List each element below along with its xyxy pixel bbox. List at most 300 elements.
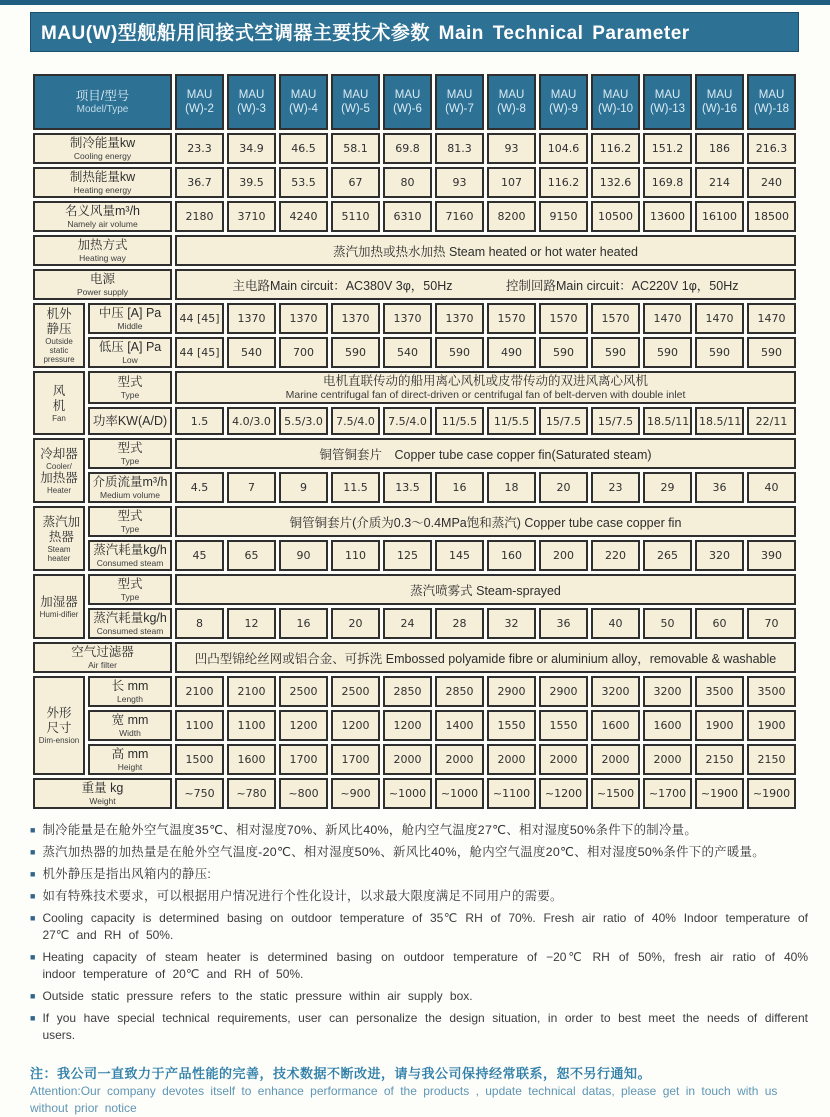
heating-value-cell: 169.8 xyxy=(643,167,692,198)
row-label-zh: 电源 xyxy=(90,272,116,286)
group-label-en: Dim-ension xyxy=(38,736,80,745)
pressure-low-value-cell: 590 xyxy=(643,337,692,368)
row-label-steamheater-type xyxy=(88,506,172,537)
medium-volume-value-cell: 36 xyxy=(695,472,744,503)
row-label-en: Width xyxy=(119,728,141,738)
model-header-cell: MAU (W)-8 xyxy=(487,74,536,130)
cooling-value-cell: 151.2 xyxy=(643,133,692,164)
group-label-zh: 加湿器 xyxy=(40,594,78,609)
humidifier-consumed-value-cell: 40 xyxy=(591,608,640,639)
width-value-cell: 1200 xyxy=(331,710,380,741)
table-row-heating xyxy=(33,167,796,198)
row-label-en: Length xyxy=(117,694,143,704)
row-label-en: Heating way xyxy=(79,253,126,263)
table-row-length xyxy=(33,676,796,707)
footnote-zh xyxy=(30,844,808,861)
corner-label-en: Model/Type xyxy=(76,104,129,115)
weight-value-cell: ~1000 xyxy=(383,778,432,809)
width-value-cell: 1200 xyxy=(279,710,328,741)
pressure-low-value-cell: 590 xyxy=(331,337,380,368)
model-header-cell: MAU (W)-13 xyxy=(643,74,692,130)
width-value-cell: 1600 xyxy=(643,710,692,741)
heating-value-cell: 214 xyxy=(695,167,744,198)
row-label-cooling xyxy=(33,133,172,164)
steamheater-consumed-value-cell: 160 xyxy=(487,540,536,571)
row-label-height xyxy=(88,744,172,775)
square-bullet-icon: ■ xyxy=(30,869,36,879)
technical-parameter-table xyxy=(30,71,799,812)
heating-value-cell: 93 xyxy=(435,167,484,198)
table-row-fan-type xyxy=(33,371,796,404)
heating-value-cell: 116.2 xyxy=(539,167,588,198)
cooling-value-cell: 81.3 xyxy=(435,133,484,164)
group-label-zh: 冷却器 xyxy=(40,446,78,461)
table-row-fan-power xyxy=(33,407,796,435)
steamheater-consumed-value-cell: 110 xyxy=(331,540,380,571)
table-row-steamheater-type xyxy=(33,506,796,537)
width-value-cell: 1900 xyxy=(747,710,796,741)
model-header-cell: MAU (W)-6 xyxy=(383,74,432,130)
fan-power-value-cell: 15/7.5 xyxy=(591,407,640,435)
table-row-heating-way xyxy=(33,235,796,266)
steamheater-consumed-value-cell: 320 xyxy=(695,540,744,571)
air-volume-value-cell: 3710 xyxy=(227,201,276,232)
footnote-text: Heating capacity of steam heater is determined basing on outdoor temperature of −20℃ RH of 50%, fresh air ratio of 40% indoor temperature of 20℃ and RH of 50%. xyxy=(42,950,808,981)
row-label-en: Type xyxy=(120,390,140,400)
square-bullet-icon: ■ xyxy=(30,1013,36,1023)
medium-volume-value-cell: 7 xyxy=(227,472,276,503)
table-row-cooling xyxy=(33,133,796,164)
cooling-value-cell: 34.9 xyxy=(227,133,276,164)
row-label-zh: 加热方式 xyxy=(77,238,128,252)
pressure-middle-value-cell: 1470 xyxy=(643,303,692,334)
row-label-air-volume xyxy=(33,201,172,232)
row-label-zh: 重量 kg xyxy=(81,781,124,795)
width-value-cell: 1600 xyxy=(591,710,640,741)
pressure-middle-value-cell: 1370 xyxy=(279,303,328,334)
steamheater-consumed-value-cell: 390 xyxy=(747,540,796,571)
fan-type-value xyxy=(175,371,796,404)
humidifier-type-value: 蒸汽喷雾式 Steam-sprayed xyxy=(175,574,796,605)
footnote-text: 机外静压是指出风箱内的静压: xyxy=(42,867,212,881)
row-label-en: Height xyxy=(117,762,143,772)
row-label-en: Weight xyxy=(89,796,116,806)
row-label-heating-way xyxy=(33,235,172,266)
row-label-zh: 型式 xyxy=(117,375,143,389)
medium-volume-value-cell: 9 xyxy=(279,472,328,503)
model-header-cell: MAU (W)-3 xyxy=(227,74,276,130)
row-label-air-filter xyxy=(33,642,172,673)
table-row-pressure-middle xyxy=(33,303,796,334)
row-label-zh: 蒸汽耗量kg/h xyxy=(93,543,167,557)
pressure-low-value-cell: 540 xyxy=(227,337,276,368)
row-label-zh: 空气过滤器 xyxy=(71,645,134,659)
width-value-cell: 1100 xyxy=(175,710,224,741)
power-supply-value xyxy=(175,269,796,300)
fan-power-value-cell: 4.0/3.0 xyxy=(227,407,276,435)
square-bullet-icon: ■ xyxy=(30,952,36,962)
length-value-cell: 3200 xyxy=(591,676,640,707)
footnote-zh xyxy=(30,866,808,883)
fan-type-zh: 电机直联传动的船用离心风机或皮带传动的双进风离心风机 xyxy=(323,374,649,388)
humidifier-consumed-value-cell: 60 xyxy=(695,608,744,639)
length-value-cell: 3500 xyxy=(747,676,796,707)
pressure-low-value-cell: 590 xyxy=(695,337,744,368)
air-volume-value-cell: 9150 xyxy=(539,201,588,232)
heating-value-cell: 36.7 xyxy=(175,167,224,198)
weight-value-cell: ~900 xyxy=(331,778,380,809)
heating-value-cell: 132.6 xyxy=(591,167,640,198)
length-value-cell: 2500 xyxy=(279,676,328,707)
heating-value-cell: 80 xyxy=(383,167,432,198)
pressure-low-value-cell: 590 xyxy=(591,337,640,368)
row-label-steamheater-consumed xyxy=(88,540,172,571)
pressure-middle-value-cell: 1370 xyxy=(331,303,380,334)
model-header-cell: MAU (W)-5 xyxy=(331,74,380,130)
heating-value-cell: 39.5 xyxy=(227,167,276,198)
group-label-zh: 外形尺寸 xyxy=(46,706,72,735)
row-label-zh: 型式 xyxy=(117,509,143,523)
row-label-weight xyxy=(33,778,172,809)
footnote-en xyxy=(30,910,808,944)
row-label-en: Air filter xyxy=(88,660,117,670)
steamheater-consumed-value-cell: 200 xyxy=(539,540,588,571)
footnote-text: 制冷能量是在舱外空气温度35℃、相对湿度70%、新风比40%，舱内空气温度27℃、相对湿度50%条件下的制冷量。 xyxy=(42,823,698,837)
group-label-static-pressure xyxy=(33,303,85,368)
attention-note xyxy=(30,1064,800,1117)
row-label-en: Namely air volume xyxy=(67,219,138,229)
medium-volume-value-cell: 40 xyxy=(747,472,796,503)
row-label-zh: 高 mm xyxy=(111,747,149,761)
medium-volume-value-cell: 20 xyxy=(539,472,588,503)
pressure-middle-value-cell: 44 [45] xyxy=(175,303,224,334)
length-value-cell: 2900 xyxy=(539,676,588,707)
row-label-zh: 功率KW(A/D) xyxy=(92,413,168,428)
weight-value-cell: ~750 xyxy=(175,778,224,809)
length-value-cell: 2500 xyxy=(331,676,380,707)
width-value-cell: 1550 xyxy=(539,710,588,741)
air-volume-value-cell: 4240 xyxy=(279,201,328,232)
weight-value-cell: ~1700 xyxy=(643,778,692,809)
cooling-value-cell: 186 xyxy=(695,133,744,164)
humidifier-consumed-value-cell: 20 xyxy=(331,608,380,639)
air-filter-value: 凹凸型锦纶丝网或铝合金、可拆洗 Embossed polyamide fibre or aluminium alloy，removable & washable xyxy=(175,642,796,673)
row-label-cooler-type xyxy=(88,438,172,469)
row-label-zh: 制热能量kw xyxy=(69,170,136,184)
humidifier-consumed-value-cell: 8 xyxy=(175,608,224,639)
heating-value-cell: 53.5 xyxy=(279,167,328,198)
humidifier-consumed-value-cell: 24 xyxy=(383,608,432,639)
heating-value-cell: 67 xyxy=(331,167,380,198)
pressure-low-value-cell: 590 xyxy=(435,337,484,368)
page-title: MAU(W)型舰船用间接式空调器主要技术参数 Main Technical Parameter xyxy=(30,12,799,52)
footnote-text: 蒸汽加热器的加热量是在舱外空气温度-20℃、相对湿度50%、新风比40%，舱内空气温度20℃、相对湿度50%条件下的产暖量。 xyxy=(42,845,765,859)
pressure-low-value-cell: 540 xyxy=(383,337,432,368)
steamheater-consumed-value-cell: 45 xyxy=(175,540,224,571)
fan-power-value-cell: 5.5/3.0 xyxy=(279,407,328,435)
row-label-pressure-middle xyxy=(88,303,172,334)
humidifier-consumed-value-cell: 36 xyxy=(539,608,588,639)
row-label-en: Type xyxy=(120,524,140,534)
group-label-cooler-heater xyxy=(33,438,85,503)
humidifier-consumed-value-cell: 70 xyxy=(747,608,796,639)
cooling-value-cell: 216.3 xyxy=(747,133,796,164)
width-value-cell: 1100 xyxy=(227,710,276,741)
table-row-height xyxy=(33,744,796,775)
group-label-steam-heater xyxy=(33,506,85,571)
humidifier-consumed-value-cell: 16 xyxy=(279,608,328,639)
weight-value-cell: ~1500 xyxy=(591,778,640,809)
group-label-en: Humi-difier xyxy=(39,609,79,619)
footnote-text: Cooling capacity is determined basing on outdoor temperature of 35℃ RH of 70%. Fresh air ratio of 40% Indoor temperature of 27℃ and RH of 50%. xyxy=(42,911,808,942)
row-label-zh: 介质流量m³/h xyxy=(92,475,168,489)
air-volume-value-cell: 10500 xyxy=(591,201,640,232)
table-row-width xyxy=(33,710,796,741)
fan-power-value-cell: 11/5.5 xyxy=(487,407,536,435)
group-label-en: Cooler/ xyxy=(46,461,72,471)
model-header-cell: MAU (W)-9 xyxy=(539,74,588,130)
humidifier-consumed-value-cell: 12 xyxy=(227,608,276,639)
row-label-en: Power supply xyxy=(76,287,129,297)
air-volume-value-cell: 13600 xyxy=(643,201,692,232)
steamheater-consumed-value-cell: 265 xyxy=(643,540,692,571)
row-label-en: Low xyxy=(122,355,138,365)
group-label-en: Fan xyxy=(52,413,66,423)
row-label-length xyxy=(88,676,172,707)
footnote-zh xyxy=(30,822,808,839)
row-label-en: Middle xyxy=(117,321,143,331)
group-label-zh: 机外静压 xyxy=(46,307,72,336)
table-row-cooler-type xyxy=(33,438,796,469)
row-label-zh: 中压 [A] Pa xyxy=(98,306,162,320)
steamheater-type-value: 铜管铜套片(介质为0.3～0.4MPa饱和蒸汽) Copper tube case copper fin xyxy=(175,506,796,537)
footnote-text: 如有特殊技术要求，可以根据用户情况进行个性化设计，以求最大限度满足不同用户的需要。 xyxy=(42,889,563,903)
fan-power-value-cell: 18.5/11 xyxy=(695,407,744,435)
cooling-value-cell: 93 xyxy=(487,133,536,164)
footnote-en xyxy=(30,988,808,1005)
length-value-cell: 2100 xyxy=(175,676,224,707)
group-label-zh: 蒸汽加热器 xyxy=(42,514,81,544)
air-volume-value-cell: 2180 xyxy=(175,201,224,232)
pressure-middle-value-cell: 1470 xyxy=(747,303,796,334)
medium-volume-value-cell: 23 xyxy=(591,472,640,503)
air-volume-value-cell: 6310 xyxy=(383,201,432,232)
row-label-en: Cooling energy xyxy=(73,151,132,161)
fan-type-en: Marine centrifugal fan of direct-driven or centrifugal fan of belt-derven with double inlet xyxy=(285,389,686,401)
model-header-cell: MAU (W)-16 xyxy=(695,74,744,130)
footnote-en xyxy=(30,1010,808,1044)
table-row-steamheater-consumed xyxy=(33,540,796,571)
fan-power-value-cell: 22/11 xyxy=(747,407,796,435)
footnote-en xyxy=(30,949,808,983)
width-value-cell: 1550 xyxy=(487,710,536,741)
top-accent-strip xyxy=(0,0,830,5)
heating-value-cell: 107 xyxy=(487,167,536,198)
table-row-pressure-low xyxy=(33,337,796,368)
corner-label-zh: 项目/型号 xyxy=(75,89,130,103)
pressure-middle-value-cell: 1370 xyxy=(383,303,432,334)
table-header-row xyxy=(33,74,796,130)
width-value-cell: 1400 xyxy=(435,710,484,741)
group-label-zh: 风机 xyxy=(52,383,66,413)
air-volume-value-cell: 7160 xyxy=(435,201,484,232)
fan-power-value-cell: 11/5.5 xyxy=(435,407,484,435)
fan-power-value-cell: 7.5/4.0 xyxy=(331,407,380,435)
model-header-cell: MAU (W)-2 xyxy=(175,74,224,130)
weight-value-cell: ~1900 xyxy=(747,778,796,809)
row-label-power-supply xyxy=(33,269,172,300)
square-bullet-icon: ■ xyxy=(30,825,36,835)
footnote-zh xyxy=(30,888,808,905)
height-value-cell: 2000 xyxy=(487,744,536,775)
cooling-value-cell: 104.6 xyxy=(539,133,588,164)
square-bullet-icon: ■ xyxy=(30,891,36,901)
fan-power-value-cell: 15/7.5 xyxy=(539,407,588,435)
row-label-en: Type xyxy=(120,592,140,602)
medium-volume-value-cell: 13.5 xyxy=(383,472,432,503)
group-label-fan xyxy=(33,371,85,435)
weight-value-cell: ~1900 xyxy=(695,778,744,809)
row-label-humidifier-consumed xyxy=(88,608,172,639)
fan-power-value-cell: 18.5/11 xyxy=(643,407,692,435)
group-label-dimension xyxy=(33,676,85,775)
row-label-zh: 型式 xyxy=(117,577,143,591)
medium-volume-value-cell: 18 xyxy=(487,472,536,503)
table-row-air-volume xyxy=(33,201,796,232)
weight-value-cell: ~800 xyxy=(279,778,328,809)
cooling-value-cell: 116.2 xyxy=(591,133,640,164)
height-value-cell: 2000 xyxy=(435,744,484,775)
control-circuit-spec: 控制回路Main circuit：AC220V 1φ，50Hz xyxy=(506,278,739,293)
length-value-cell: 3200 xyxy=(643,676,692,707)
table-row-weight xyxy=(33,778,796,809)
weight-value-cell: ~1200 xyxy=(539,778,588,809)
cooling-value-cell: 46.5 xyxy=(279,133,328,164)
pressure-middle-value-cell: 1470 xyxy=(695,303,744,334)
length-value-cell: 3500 xyxy=(695,676,744,707)
height-value-cell: 1600 xyxy=(227,744,276,775)
group-label-en: Heater xyxy=(46,485,71,495)
row-label-width xyxy=(88,710,172,741)
pressure-middle-value-cell: 1570 xyxy=(539,303,588,334)
row-label-fan-power xyxy=(88,407,172,435)
table-row-medium-volume xyxy=(33,472,796,503)
pressure-low-value-cell: 44 [45] xyxy=(175,337,224,368)
row-label-zh: 宽 mm xyxy=(111,713,149,727)
row-label-zh: 型式 xyxy=(117,441,143,455)
cooling-value-cell: 23.3 xyxy=(175,133,224,164)
length-value-cell: 2900 xyxy=(487,676,536,707)
square-bullet-icon: ■ xyxy=(30,913,36,923)
steamheater-consumed-value-cell: 145 xyxy=(435,540,484,571)
pressure-middle-value-cell: 1370 xyxy=(227,303,276,334)
humidifier-consumed-value-cell: 32 xyxy=(487,608,536,639)
medium-volume-value-cell: 11.5 xyxy=(331,472,380,503)
group-label-en: Outside static pressure xyxy=(43,337,75,364)
height-value-cell: 2150 xyxy=(747,744,796,775)
height-value-cell: 2000 xyxy=(383,744,432,775)
table-row-air-filter xyxy=(33,642,796,673)
pressure-middle-value-cell: 1570 xyxy=(591,303,640,334)
steamheater-consumed-value-cell: 125 xyxy=(383,540,432,571)
fan-power-value-cell: 7.5/4.0 xyxy=(383,407,432,435)
corner-cell xyxy=(33,74,172,130)
attention-note-en: Attention:Our company devotes itself to enhance performance of the products , update technical datas, please get in touch with us without prior notice xyxy=(30,1084,778,1115)
main-circuit-spec: 主电路Main circuit：AC380V 3φ，50Hz xyxy=(232,278,453,293)
footnote-text: Outside static pressure refers to the static pressure within air supply box. xyxy=(42,989,473,1003)
row-label-pressure-low xyxy=(88,337,172,368)
length-value-cell: 2100 xyxy=(227,676,276,707)
group-label-en: Steam heater xyxy=(47,544,71,563)
pressure-low-value-cell: 590 xyxy=(747,337,796,368)
heating-way-value: 蒸汽加热或热水加热 Steam heated or hot water heated xyxy=(175,235,796,266)
row-label-humidifier-type xyxy=(88,574,172,605)
weight-value-cell: ~1100 xyxy=(487,778,536,809)
row-label-heating xyxy=(33,167,172,198)
row-label-zh: 名义风量m³/h xyxy=(65,204,141,218)
humidifier-consumed-value-cell: 50 xyxy=(643,608,692,639)
height-value-cell: 2000 xyxy=(643,744,692,775)
model-header-cell: MAU (W)-10 xyxy=(591,74,640,130)
row-label-en: Medium volume xyxy=(100,490,160,500)
fan-power-value-cell: 1.5 xyxy=(175,407,224,435)
pressure-middle-value-cell: 1570 xyxy=(487,303,536,334)
humidifier-consumed-value-cell: 28 xyxy=(435,608,484,639)
square-bullet-icon: ■ xyxy=(30,991,36,1001)
steamheater-consumed-value-cell: 90 xyxy=(279,540,328,571)
medium-volume-value-cell: 16 xyxy=(435,472,484,503)
row-label-en: Consumed steam xyxy=(96,626,164,636)
pressure-low-value-cell: 700 xyxy=(279,337,328,368)
row-label-en: Heating energy xyxy=(73,185,132,195)
width-value-cell: 1200 xyxy=(383,710,432,741)
table-row-power-supply xyxy=(33,269,796,300)
height-value-cell: 2150 xyxy=(695,744,744,775)
group-label-zh: 加热器 xyxy=(40,470,78,485)
height-value-cell: 1500 xyxy=(175,744,224,775)
height-value-cell: 2000 xyxy=(539,744,588,775)
model-header-cell: MAU (W)-4 xyxy=(279,74,328,130)
attention-note-zh: 注：我公司一直致力于产品性能的完善，技术数据不断改进，请与我公司保持经常联系，恕不另行通知。 xyxy=(30,1066,652,1081)
row-label-zh: 长 mm xyxy=(111,679,149,693)
cooling-value-cell: 69.8 xyxy=(383,133,432,164)
width-value-cell: 1900 xyxy=(695,710,744,741)
model-header-cell: MAU (W)-7 xyxy=(435,74,484,130)
table-row-humidifier-type xyxy=(33,574,796,605)
height-value-cell: 1700 xyxy=(279,744,328,775)
row-label-zh: 制冷能量kw xyxy=(69,136,136,150)
weight-value-cell: ~1000 xyxy=(435,778,484,809)
row-label-en: Consumed steam xyxy=(96,558,164,568)
weight-value-cell: ~780 xyxy=(227,778,276,809)
square-bullet-icon: ■ xyxy=(30,847,36,857)
medium-volume-value-cell: 4.5 xyxy=(175,472,224,503)
air-volume-value-cell: 16100 xyxy=(695,201,744,232)
air-volume-value-cell: 8200 xyxy=(487,201,536,232)
height-value-cell: 2000 xyxy=(591,744,640,775)
row-label-zh: 蒸汽耗量kg/h xyxy=(93,611,167,625)
steamheater-consumed-value-cell: 220 xyxy=(591,540,640,571)
pressure-low-value-cell: 490 xyxy=(487,337,536,368)
height-value-cell: 1700 xyxy=(331,744,380,775)
table-row-humidifier-consumed xyxy=(33,608,796,639)
heating-value-cell: 240 xyxy=(747,167,796,198)
cooling-value-cell: 58.1 xyxy=(331,133,380,164)
pressure-low-value-cell: 590 xyxy=(539,337,588,368)
row-label-fan-type xyxy=(88,371,172,404)
row-label-zh: 低压 [A] Pa xyxy=(98,340,162,354)
cooler-type-value: 铜管铜套片 Copper tube case copper fin(Saturated steam) xyxy=(175,438,796,469)
